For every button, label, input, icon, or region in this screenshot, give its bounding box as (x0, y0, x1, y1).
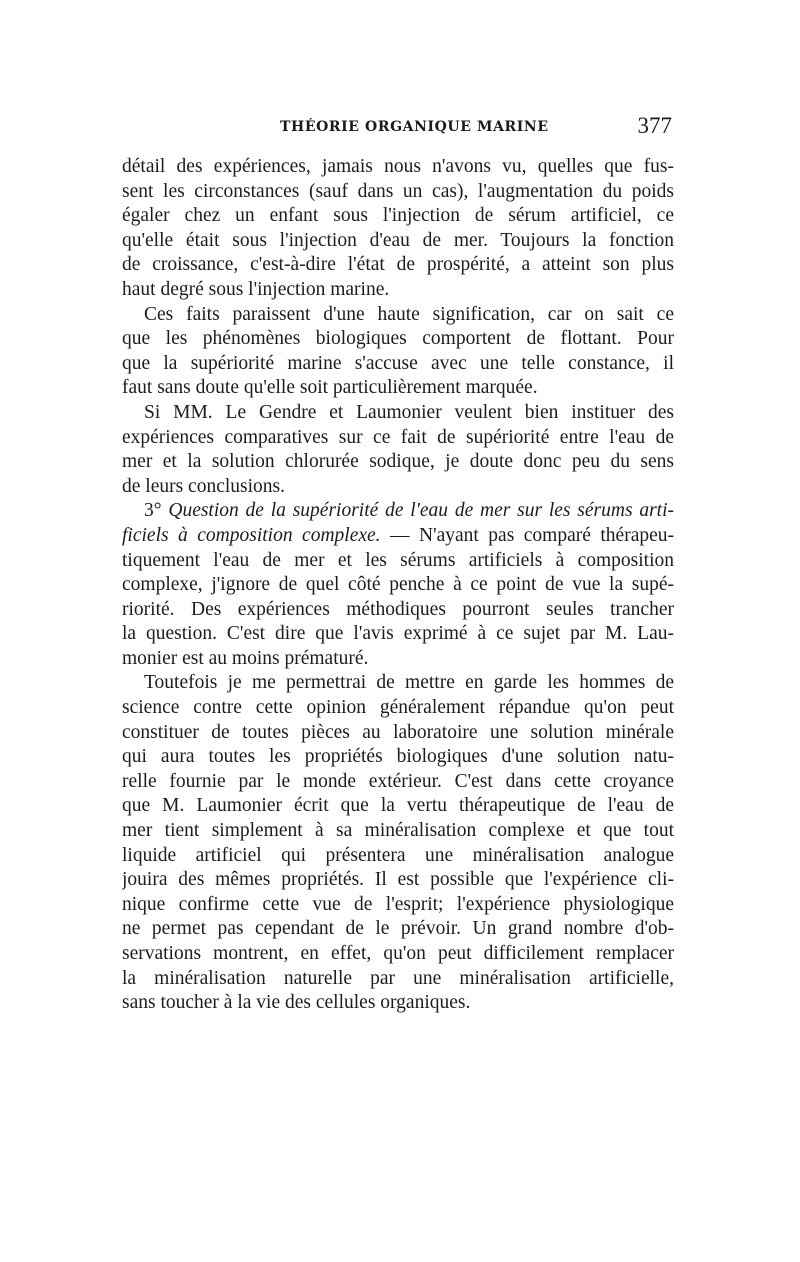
section-title-part2: ficiels à composition complexe. (122, 524, 381, 546)
text-line-content: qu'elle était sous l'injection d'eau de mer. Toujours la fonction (122, 229, 674, 251)
text-line (122, 401, 674, 426)
text-line-content: que la supériorité marine s'accuse avec une telle constance, il (122, 352, 674, 374)
running-title: THÉORIE ORGANIQUE MARINE (280, 119, 549, 135)
text-line (122, 475, 674, 500)
text-line (122, 794, 674, 819)
text-block-1 (122, 155, 674, 499)
text-line (122, 671, 674, 696)
text-line-content: nique confirme cette vue de l'esprit; l'expérience physiologique (122, 893, 674, 915)
section-title-part1: Question de la supériorité de l'eau de mer sur les sérums arti- (168, 500, 674, 522)
text-line-content: qui aura toutes les propriétés biologiques d'une solution natu- (122, 746, 674, 768)
text-line-content: constituer de toutes pièces au laboratoire une solution minérale (122, 721, 674, 743)
section-intro-text: — N'ayant pas comparé thérapeu- (390, 524, 674, 546)
text-line (122, 844, 674, 869)
text-line (122, 917, 674, 942)
section-number: 3° (144, 500, 162, 522)
text-line-content: de croissance, c'est-à-dire l'état de prospérité, a atteint son plus (122, 254, 674, 276)
text-line-content: riorité. Des expériences méthodiques pourront seules trancher (122, 598, 674, 620)
text-line (122, 303, 674, 328)
text-line-content: expériences comparatives sur ce fait de supériorité entre l'eau de (122, 426, 674, 448)
text-line-content: que les phénomènes biologiques comportent de flottant. Pour (122, 328, 674, 350)
text-line (122, 696, 674, 721)
text-line (122, 647, 674, 672)
text-line (122, 893, 674, 918)
text-line (122, 991, 674, 1016)
text-line (122, 598, 674, 623)
text-line-content: monier est au moins prématuré. (122, 647, 369, 669)
text-line (122, 573, 674, 598)
text-line-content: tiquement l'eau de mer et les sérums artificiels à composition (122, 549, 674, 571)
text-block-2 (122, 549, 674, 1016)
text-line-content: égaler chez un enfant sous l'injection de sérum artificiel, ce (122, 205, 674, 227)
section-heading-line-2 (122, 524, 674, 549)
text-line-content: jouira des mêmes propriétés. Il est possible que l'expérience cli- (122, 869, 674, 891)
text-line-content: Ces faits paraissent d'une haute signification, car on sait ce (144, 303, 674, 325)
text-line (122, 204, 674, 229)
text-line (122, 229, 674, 254)
text-line (122, 155, 674, 180)
text-line (122, 352, 674, 377)
text-line (122, 967, 674, 992)
page-number: 377 (637, 113, 672, 138)
text-line (122, 868, 674, 893)
text-line-content: ne permet pas cependant de le prévoir. Un grand nombre d'ob- (122, 918, 674, 940)
text-line (122, 376, 674, 401)
text-line-content: détail des expériences, jamais nous n'avons vu, quelles que fus- (122, 156, 674, 177)
text-line (122, 253, 674, 278)
text-line-content: haut degré sous l'injection marine. (122, 278, 390, 300)
text-line (122, 819, 674, 844)
text-line (122, 745, 674, 770)
page-body (122, 155, 674, 1016)
text-line-content: relle fournie par le monde extérieur. C'est dans cette croyance (122, 770, 674, 792)
text-line (122, 942, 674, 967)
text-line (122, 180, 674, 205)
text-line-content: Si MM. Le Gendre et Laumonier veulent bien instituer des (144, 401, 674, 423)
text-line-content: liquide artificiel qui présentera une minéralisation analogue (122, 844, 674, 866)
text-line-content: la question. C'est dire que l'avis exprimé à ce sujet par M. Lau- (122, 623, 674, 645)
text-line (122, 327, 674, 352)
text-line-content: sans toucher à la vie des cellules organiques. (122, 992, 471, 1014)
text-line-content: la minéralisation naturelle par une minéralisation artificielle, (122, 967, 674, 989)
text-line (122, 721, 674, 746)
text-line (122, 450, 674, 475)
text-line-content: faut sans doute qu'elle soit particulièrement marquée. (122, 377, 538, 399)
text-line (122, 278, 674, 303)
text-line-content: servations montrent, en effet, qu'on peut difficilement remplacer (122, 943, 674, 964)
text-line-content: science contre cette opinion généralement répandue qu'on peut (122, 697, 674, 719)
text-line-content: sent les circonstances (sauf dans un cas), l'augmentation du poids (122, 180, 674, 202)
text-line (122, 622, 674, 647)
section-heading-line (122, 499, 674, 524)
text-line-content: complexe, j'ignore de quel côté penche à ce point de vue la supé- (122, 574, 674, 596)
text-line-content: mer tient simplement à sa minéralisation complexe et que tout (122, 820, 674, 842)
text-line (122, 426, 674, 451)
text-line-content: Toutefois je me permettrai de mettre en garde les hommes de (144, 672, 674, 694)
text-line (122, 770, 674, 795)
text-line-content: mer et la solution chlorurée sodique, je doute donc peu du sens (122, 451, 674, 473)
page-header (122, 113, 674, 143)
text-line-content: de leurs conclusions. (122, 475, 286, 497)
text-line (122, 549, 674, 574)
text-line-content: que M. Laumonier écrit que la vertu thérapeutique de l'eau de (122, 795, 674, 817)
